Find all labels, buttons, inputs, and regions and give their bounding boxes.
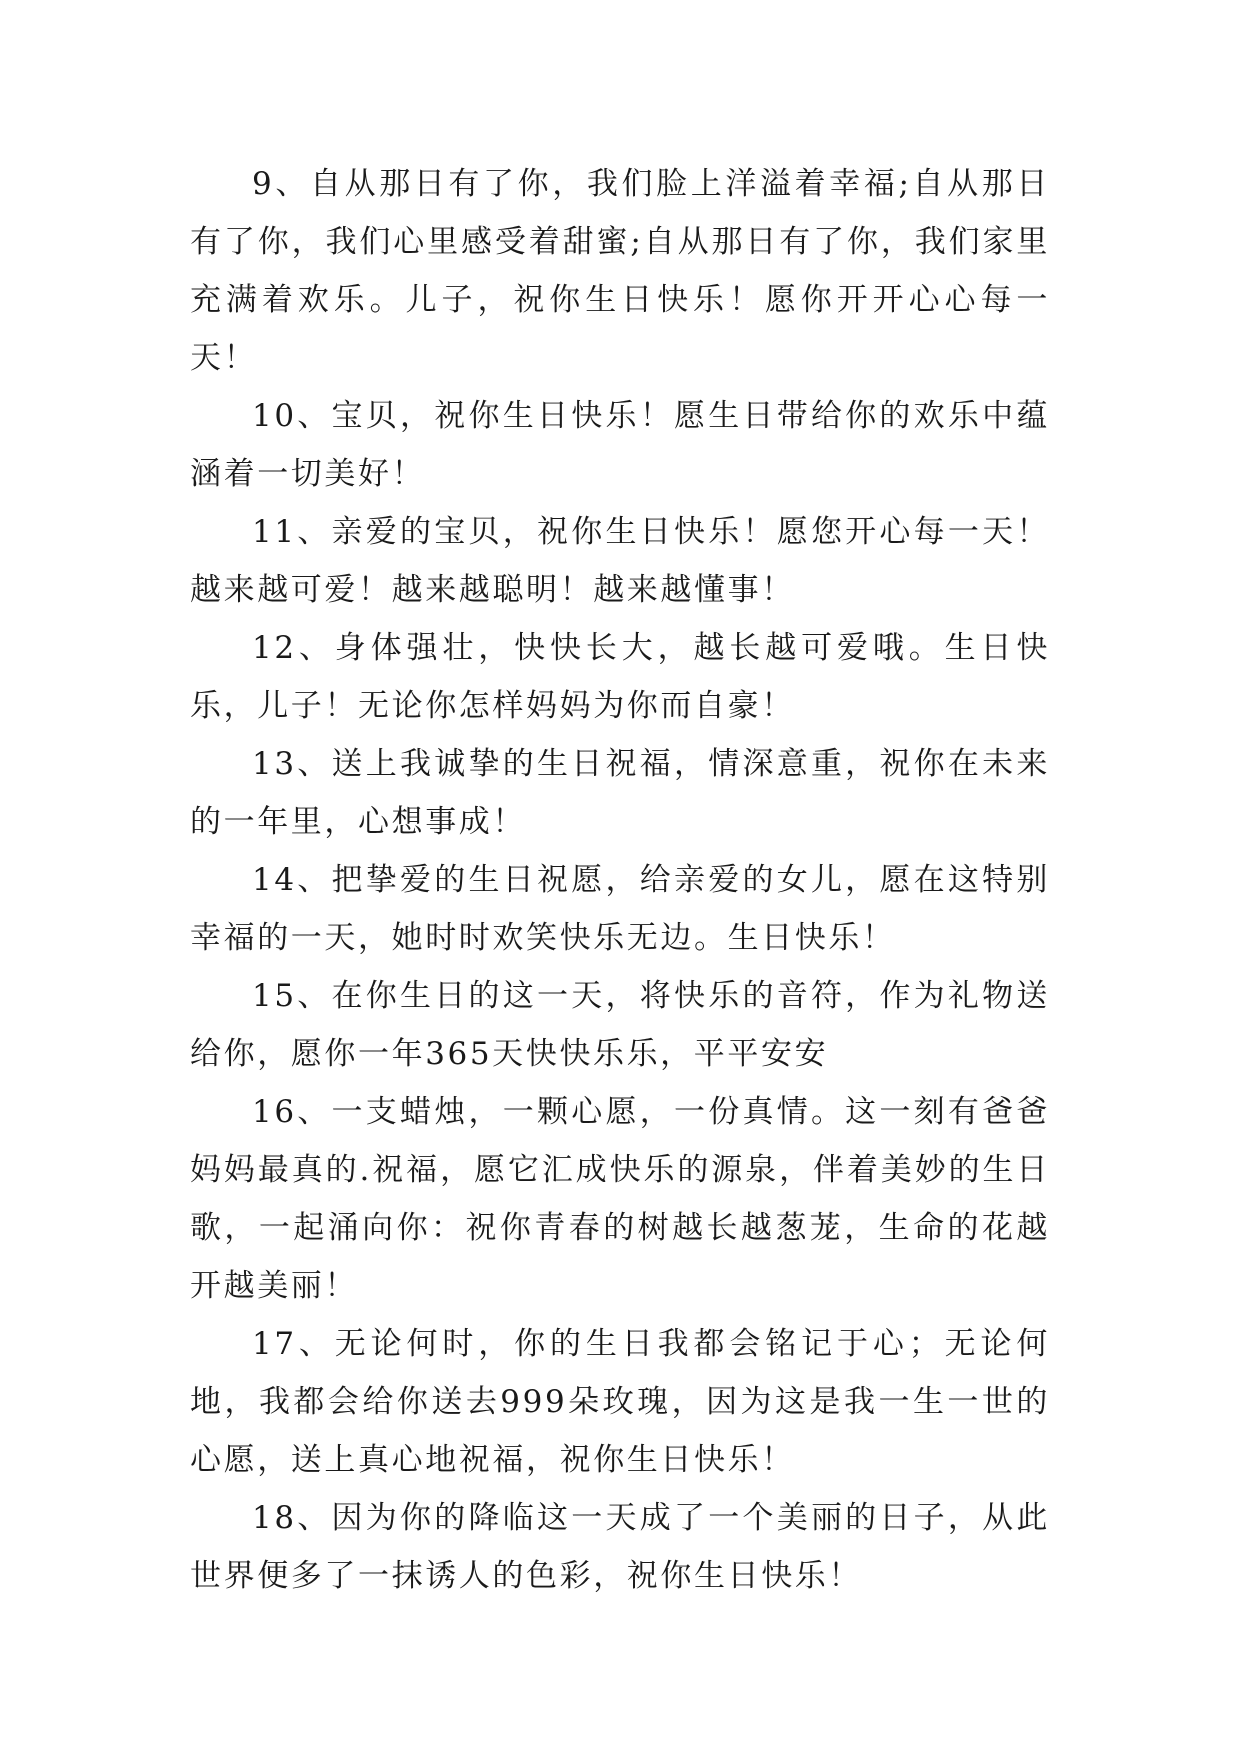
wish-paragraph-10: 10、宝贝，祝你生日快乐！愿生日带给你的欢乐中蕴涵着一切美好！ (190, 398, 1050, 492)
wish-paragraph-17: 17、无论何时，你的生日我都会铭记于心；无论何地，我都会给你送去999朵玫瑰，因为这是我一生一世的心愿，送上真心地祝福，祝你生日快乐！ (190, 1326, 1050, 1478)
wish-paragraph-11: 11、亲爱的宝贝，祝你生日快乐！愿您开心每一天！越来越可爱！越来越聪明！越来越懂事！ (190, 514, 1050, 608)
wish-paragraph-14: 14、把挚爱的生日祝愿，给亲爱的女儿，愿在这特别幸福的一天，她时时欢笑快乐无边。生日快乐！ (190, 862, 1050, 956)
wish-paragraph-13: 13、送上我诚挚的生日祝福，情深意重，祝你在未来的一年里，心想事成！ (190, 746, 1050, 840)
wish-paragraph-9: 9、自从那日有了你，我们脸上洋溢着幸福;自从那日有了你，我们心里感受着甜蜜;自从那日有了你，我们家里充满着欢乐。儿子，祝你生日快乐！愿你开开心心每一天！ (190, 166, 1050, 376)
wish-paragraph-15: 15、在你生日的这一天，将快乐的音符，作为礼物送给你，愿你一年365天快快乐乐，平平安安 (190, 978, 1050, 1072)
document-body (190, 155, 1050, 1605)
wish-paragraph-16: 16、一支蜡烛，一颗心愿，一份真情。这一刻有爸爸妈妈最真的.祝福，愿它汇成快乐的源泉，伴着美妙的生日歌，一起涌向你：祝你青春的树越长越葱茏，生命的花越开越美丽！ (190, 1094, 1050, 1304)
wish-paragraph-18: 18、因为你的降临这一天成了一个美丽的日子，从此世界便多了一抹诱人的色彩，祝你生日快乐！ (190, 1500, 1050, 1594)
wish-paragraph-12: 12、身体强壮，快快长大，越长越可爱哦。生日快乐，儿子！无论你怎样妈妈为你而自豪！ (190, 630, 1050, 724)
